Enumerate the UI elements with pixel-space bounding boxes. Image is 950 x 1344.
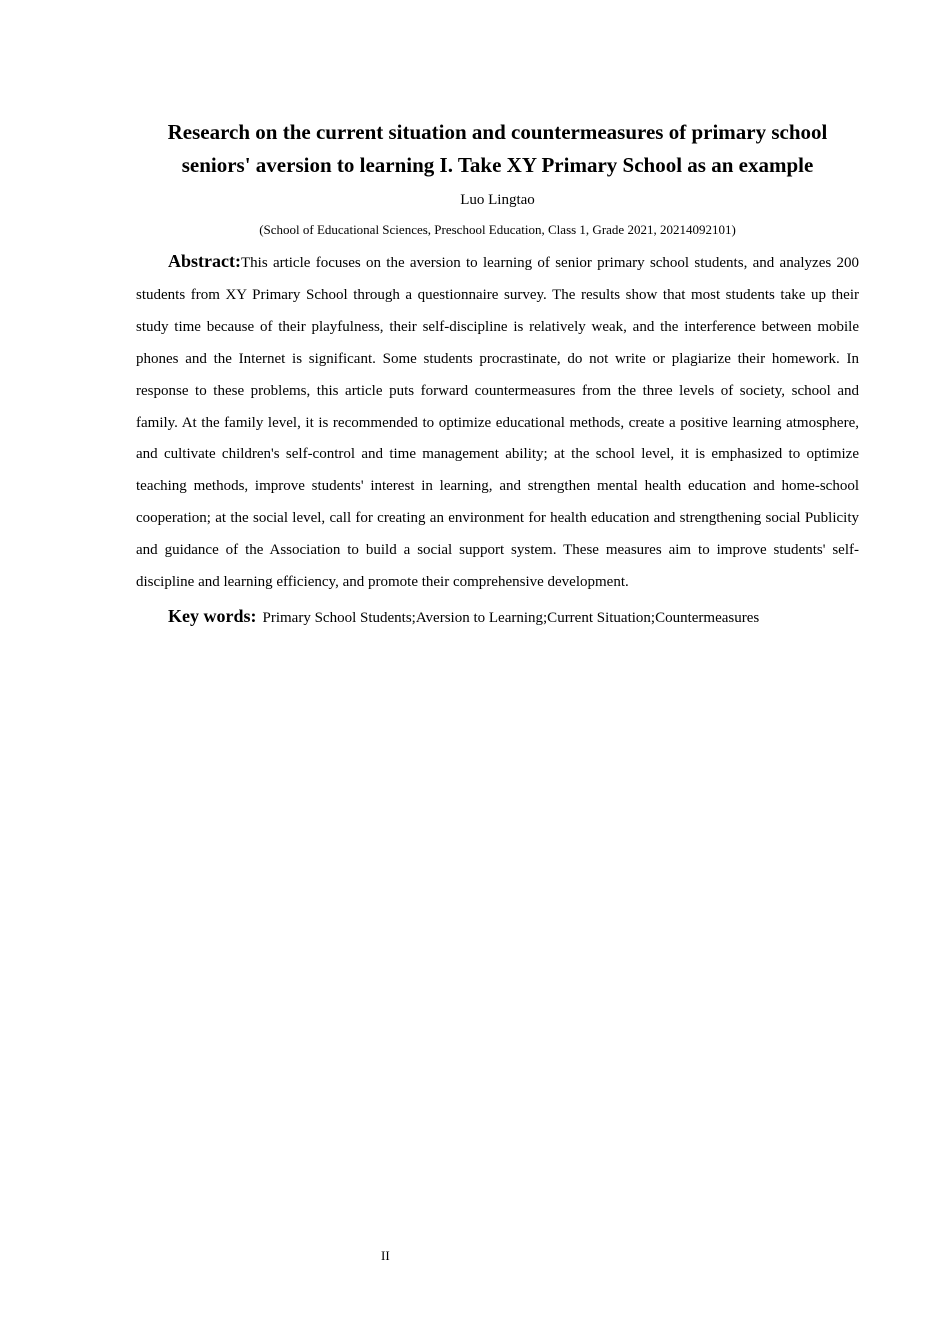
paper-body xyxy=(136,116,859,633)
keywords-text: Primary School Students;Aversion to Learning;Current Situation;Countermeasures xyxy=(262,609,760,626)
abstract-text: This article focuses on the aversion to learning of senior primary school students, and analyzes 200 students from XY Primary School through a questionnaire survey. The results show that most students take up their study time because of their playfulness, their self-discipline is relatively weak, and the interference between mobile phones and the Internet is significant. Some students procrastinate, do not write or plagiarize their homework. In response to these problems, this article puts forward countermeasures from the three levels of society, school and family. At the family level, it is recommended to optimize educational methods, create a positive learning atmosphere, and cultivate children's self-control and time management ability; at the school level, it is emphasized to optimize teaching methods, improve students' interest in learning, and strengthen mental health education and home-school cooperation; at the social level, call for creating an environment for health education and strengthening social Publicity and guidance of the Association to build a social support system. These measures aim to improve students' self-discipline and learning efficiency, and promote their comprehensive development. xyxy=(136,255,859,591)
author-affiliation: (School of Educational Sciences, Preschool Education, Class 1, Grade 2021, 20214092101) xyxy=(259,222,736,237)
abstract-label: Abstract: xyxy=(168,251,241,271)
page-number: II xyxy=(381,1248,390,1263)
keywords-paragraph xyxy=(136,601,859,633)
abstract-paragraph xyxy=(136,246,859,599)
keywords-label: Key words: xyxy=(168,605,257,626)
paper-title: Research on the current situation and countermeasures of primary school seniors' aversion to learning I. Take XY Primary School as an example xyxy=(167,120,828,177)
author-name: Luo Lingtao xyxy=(460,192,535,208)
